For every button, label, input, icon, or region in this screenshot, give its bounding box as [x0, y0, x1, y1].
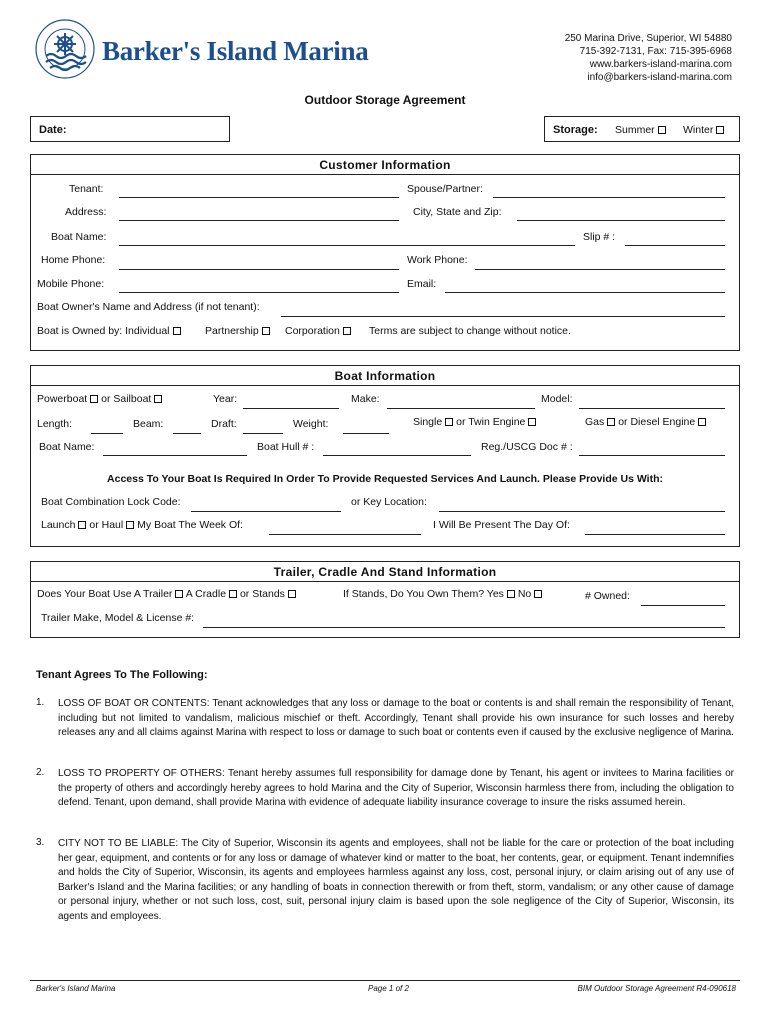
corporation-label: Corporation	[285, 325, 340, 337]
key-location-field[interactable]	[439, 511, 725, 512]
own-stands-yes-checkbox[interactable]	[507, 590, 515, 598]
slip-field[interactable]	[625, 245, 725, 246]
storage-box	[544, 116, 740, 142]
footer-divider	[30, 980, 740, 981]
work-phone-field[interactable]	[475, 269, 725, 270]
stands-checkbox[interactable]	[288, 590, 296, 598]
marina-logo	[34, 18, 96, 80]
cradle-label: A Cradle	[185, 588, 227, 600]
diesel-checkbox[interactable]	[698, 418, 706, 426]
access-notice: Access To Your Boat Is Required In Order To Provide Requested Services And Launch. Please Provide Us With:	[107, 473, 663, 485]
reg-uscg-field[interactable]	[579, 455, 725, 456]
sailboat-checkbox[interactable]	[154, 395, 162, 403]
agreement-heading: Tenant Agrees To The Following:	[36, 669, 208, 681]
twin-engine-checkbox[interactable]	[528, 418, 536, 426]
length-label: Length:	[37, 418, 73, 430]
boat-hull-field[interactable]	[323, 455, 471, 456]
uses-trailer-label: Does Your Boat Use A Trailer	[37, 588, 173, 600]
powerboat-checkbox[interactable]	[90, 395, 98, 403]
term-3-number: 3.	[36, 837, 45, 848]
year-field[interactable]	[243, 408, 339, 409]
date-box[interactable]	[30, 116, 230, 142]
website-link[interactable]: www.barkers-island-marina.com	[589, 59, 732, 70]
lock-code-label: Boat Combination Lock Code:	[41, 496, 181, 508]
my-boat-week-label: My Boat The Week Of:	[137, 519, 243, 531]
form-title: Outdoor Storage Agreement	[304, 93, 466, 107]
trailer-title: Trailer, Cradle And Stand Information	[273, 565, 497, 579]
home-phone-field[interactable]	[119, 269, 399, 270]
work-phone-label: Work Phone:	[407, 254, 468, 266]
address-line: 250 Marina Drive, Superior, WI 54880	[564, 33, 732, 44]
sailboat-label: or Sailboat	[101, 393, 152, 405]
customer-section	[30, 154, 740, 351]
gas-label: Gas	[585, 416, 605, 428]
phone-fax: 715-392-7131, Fax: 715-395-6968	[579, 46, 732, 57]
present-day-field[interactable]	[585, 534, 725, 535]
term-3-text: CITY NOT TO BE LIABLE: The City of Superior, Wisconsin its agents and employees, shall not be liable for the care or protection of the boat including her gear, equipment, and contents or for any loss or damage of whatever kind or matter to the boat, her contents, gear, or equipment. Tenant indemnifies and holds the City of Superior, Wisconsin, its agents and employees harmless against any loss, cost, personal injury, or claim arising out of any use of Barker's Island and the Marina facilities; or any handling of boats in connection therewith or from theft, storm, vandalism; or any other cause of damage or personal injury, whether or not such loss, cost, suit, personal injury claim is based upon the sole negligence of the City of Superior, Wisconsin, its agents and employees.	[58, 838, 734, 922]
boat-hull-label: Boat Hull # :	[257, 441, 315, 453]
boat-name-label: Boat Name:	[51, 231, 107, 243]
weight-label: Weight:	[293, 418, 329, 430]
model-label: Model:	[541, 393, 573, 405]
slip-label: Slip # :	[583, 231, 616, 243]
city-state-zip-field[interactable]	[517, 220, 725, 221]
email-field[interactable]	[445, 292, 725, 293]
customer-boat-name-field[interactable]	[119, 245, 575, 246]
single-label: Single	[413, 416, 443, 428]
brand-name: Barker's Island Marina	[102, 36, 369, 66]
reg-uscg-label: Reg./USCG Doc # :	[481, 441, 573, 453]
individual-checkbox[interactable]	[173, 327, 181, 335]
owned-by-label: Boat is Owned by: Individual	[37, 325, 170, 337]
term-2-number: 2.	[36, 767, 45, 778]
year-label: Year:	[213, 393, 238, 405]
partnership-label: Partnership	[205, 325, 259, 337]
corporation-checkbox[interactable]	[343, 327, 351, 335]
cradle-checkbox[interactable]	[229, 590, 237, 598]
trailer-section	[30, 561, 740, 638]
owned-count-field[interactable]	[641, 605, 725, 606]
owned-label: # Owned:	[585, 590, 630, 602]
own-stands-no-checkbox[interactable]	[534, 590, 542, 598]
address-label: Address:	[65, 206, 107, 218]
make-label: Make:	[351, 393, 380, 405]
term-2-text: LOSS TO PROPERTY OF OTHERS: Tenant hereby assumes full responsibility for damage done by Tenant, his agent or invitees to Marina facilities or the property of others and accordingly hereby agrees to hold Marina and the City of Superior, Wisconsin harmless there from, including the obligation to defend. Tenant, upon demand, shall provide Marina with evidence of adequate liability insurance coverage to insure the risks assumed herein.	[58, 768, 734, 809]
twin-engine-label: or Twin Engine	[456, 416, 526, 428]
week-of-field[interactable]	[269, 534, 421, 535]
spouse-field[interactable]	[493, 197, 725, 198]
gas-checkbox[interactable]	[607, 418, 615, 426]
trailer-make-field[interactable]	[203, 627, 725, 628]
length-field[interactable]	[91, 433, 123, 434]
term-1-number: 1.	[36, 697, 45, 708]
mobile-phone-label: Mobile Phone:	[37, 278, 105, 290]
single-engine-checkbox[interactable]	[445, 418, 453, 426]
storage-label: Storage:	[553, 124, 598, 136]
beam-field[interactable]	[173, 433, 201, 434]
beam-label: Beam:	[133, 418, 164, 430]
spouse-label: Spouse/Partner:	[407, 183, 483, 195]
make-field[interactable]	[387, 408, 535, 409]
city-state-zip-label: City, State and Zip:	[413, 206, 502, 218]
date-label: Date:	[39, 124, 67, 136]
lock-code-field[interactable]	[191, 511, 341, 512]
haul-label: or Haul	[89, 519, 124, 531]
key-location-label: or Key Location:	[351, 496, 427, 508]
summer-label: Summer	[615, 124, 655, 136]
no-label: No	[517, 588, 532, 600]
weight-field[interactable]	[343, 433, 389, 434]
mobile-phone-field[interactable]	[119, 292, 399, 293]
own-stands-label: If Stands, Do You Own Them? Yes	[343, 588, 504, 600]
stands-label: or Stands	[239, 588, 285, 600]
boat-info-name-label: Boat Name:	[39, 441, 95, 453]
terms-notice: Terms are subject to change without notice.	[369, 325, 571, 337]
footer-page-number: Page 1 of 2	[368, 984, 409, 993]
draft-field[interactable]	[243, 433, 283, 434]
draft-label: Draft:	[211, 418, 237, 430]
boat-info-name-field[interactable]	[103, 455, 247, 456]
email-link[interactable]: info@barkers-island-marina.com	[587, 72, 732, 83]
boat-section	[30, 365, 740, 547]
tenant-label: Tenant:	[69, 183, 104, 195]
present-day-label: I Will Be Present The Day Of:	[433, 519, 570, 531]
partnership-checkbox[interactable]	[262, 327, 270, 335]
customer-title: Customer Information	[319, 158, 451, 172]
summer-checkbox[interactable]	[658, 126, 666, 134]
footer-right: BIM Outdoor Storage Agreement R4-090618	[577, 984, 736, 993]
trailer-checkbox[interactable]	[175, 590, 183, 598]
term-1-text: LOSS OF BOAT OR CONTENTS: Tenant acknowledges that any loss or damage to the boat or contents is and shall remain the responsibility of Tenant, including but not limited to vandalism, malicious mischief or theft. Accordingly, Tenant shall provide his own insurance for such losses and hereby releases any and all claims against Marina with respect to loss or damage to such boat or contents even if caused by the exclusive negligence of Marina.	[58, 698, 734, 739]
owner-name-address-field[interactable]	[281, 316, 725, 317]
email-label: Email:	[407, 278, 437, 290]
haul-checkbox[interactable]	[126, 521, 134, 529]
launch-checkbox[interactable]	[78, 521, 86, 529]
winter-checkbox[interactable]	[716, 126, 724, 134]
model-field[interactable]	[579, 408, 725, 409]
owner-name-address-label: Boat Owner's Name and Address (if not tenant):	[37, 301, 260, 313]
trailer-make-label: Trailer Make, Model & License #:	[41, 612, 195, 624]
contact-block	[565, 32, 732, 84]
tenant-field[interactable]	[119, 197, 399, 198]
launch-label: Launch	[41, 519, 76, 531]
home-phone-label: Home Phone:	[41, 254, 106, 266]
boat-title: Boat Information	[334, 369, 436, 383]
winter-label: Winter	[683, 124, 714, 136]
footer-left: Barker's Island Marina	[36, 984, 116, 993]
powerboat-label: Powerboat	[37, 393, 88, 405]
diesel-label: or Diesel Engine	[618, 416, 696, 428]
address-field[interactable]	[119, 220, 399, 221]
